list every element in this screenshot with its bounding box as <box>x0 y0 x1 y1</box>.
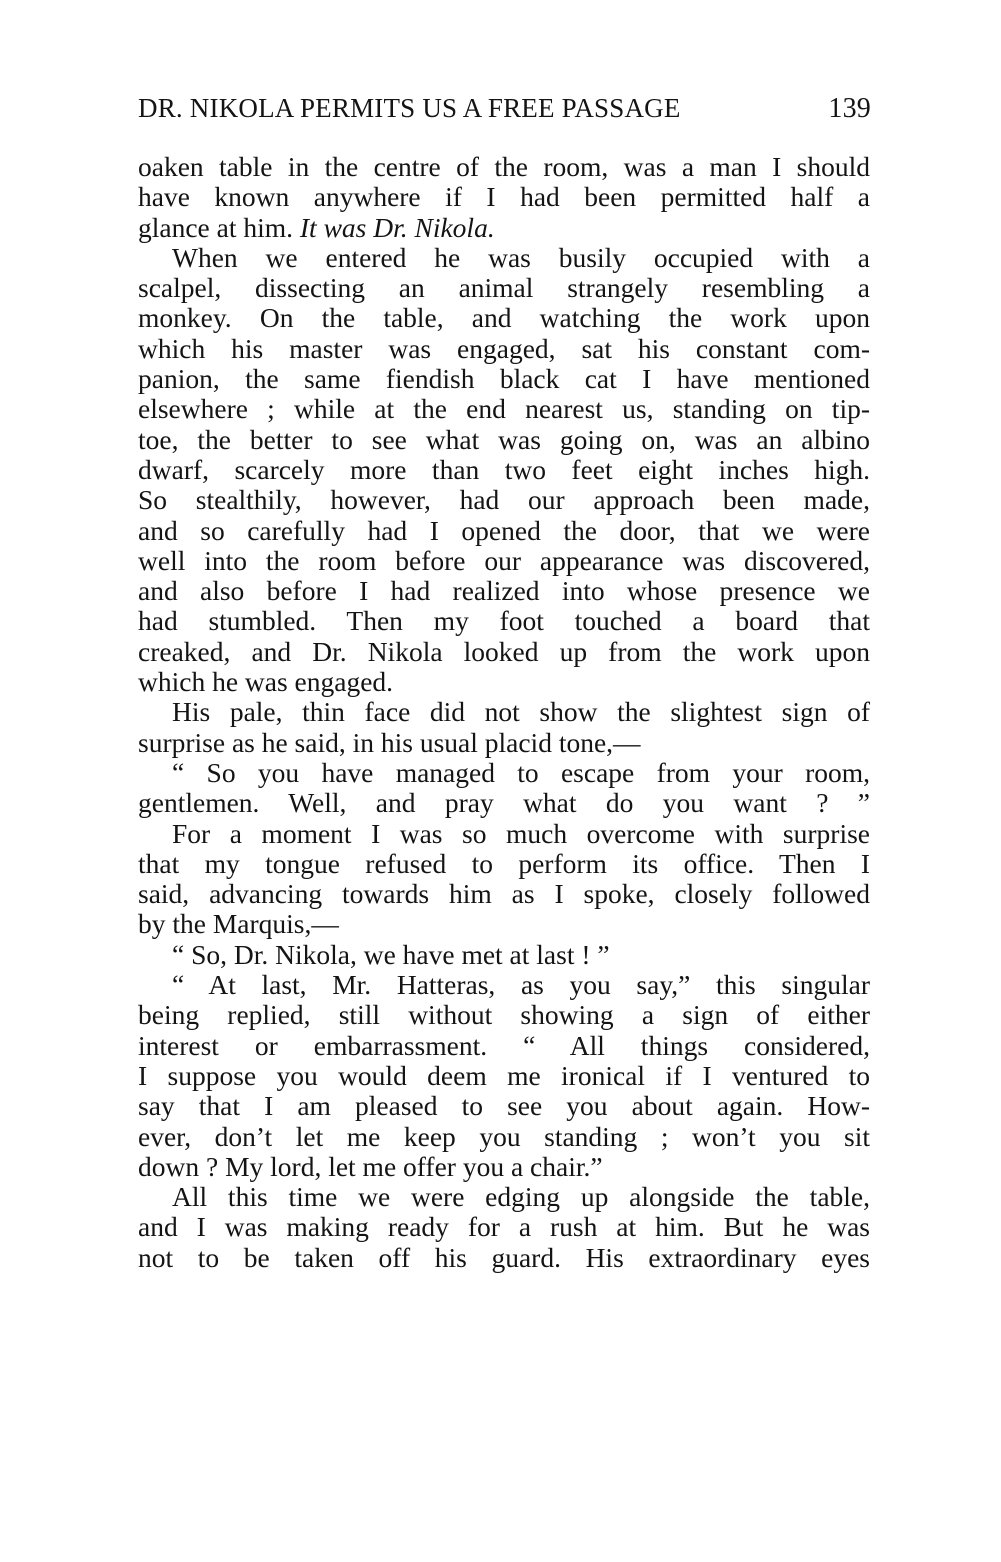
text-line <box>138 1122 870 1152</box>
text-line <box>138 213 870 243</box>
text-line-content: “ So you have managed to escape from your room, <box>172 756 870 788</box>
text-line-content: “ So, Dr. Nikola, we have met at last ! ” <box>172 938 610 970</box>
text-line-content: glance at him. <box>138 211 300 243</box>
text-line-content: had stumbled. Then my foot touched a board that <box>138 605 870 637</box>
text-line-content: elsewhere ; while at the end nearest us, standing on tip- <box>138 393 870 425</box>
text-line <box>138 819 870 849</box>
text-line-content: and I was making ready for a rush at him. But he was <box>138 1211 870 1243</box>
text-line <box>138 576 870 606</box>
text-line-content: that my tongue refused to perform its office. Then I <box>138 847 870 879</box>
emphasis-text: It was Dr. Nikola. <box>299 211 495 243</box>
text-line <box>138 243 870 273</box>
text-line-content: said, advancing towards him as I spoke, closely followed <box>138 878 870 910</box>
text-line-content: interest or embarrassment. “ All things considered, <box>138 1029 870 1061</box>
text-line-content: which his master was engaged, sat his constant com- <box>138 332 870 364</box>
text-line <box>138 667 870 697</box>
text-line <box>138 788 870 818</box>
text-line <box>138 303 870 333</box>
text-line <box>138 849 870 879</box>
text-line <box>138 152 870 182</box>
page-number: 139 <box>828 93 871 124</box>
text-line-content: For a moment I was so much overcome with surprise <box>172 817 870 849</box>
text-line <box>138 364 870 394</box>
text-line <box>138 1182 870 1212</box>
text-line-content: All this time we were edging up alongside the table, <box>172 1181 870 1213</box>
text-line-content: being replied, still without showing a sign of either <box>138 999 870 1031</box>
running-head <box>138 93 871 133</box>
text-line-content: dwarf, scarcely more than two feet eight inches high. <box>138 453 870 485</box>
text-line-content: down ? My lord, let me offer you a chair.” <box>138 1150 603 1182</box>
text-line-content: “ At last, Mr. Hatteras, as you say,” this singular <box>172 969 870 1001</box>
text-line <box>138 728 870 758</box>
text-line <box>138 485 870 515</box>
text-line <box>138 334 870 364</box>
text-line-content: say that I am pleased to see you about again. How- <box>138 1090 870 1122</box>
text-line <box>138 637 870 667</box>
text-line <box>138 394 870 424</box>
text-line <box>138 1031 870 1061</box>
text-line-content: and also before I had realized into whose presence we <box>138 575 870 607</box>
text-line-content: creaked, and Dr. Nikola looked up from the work upon <box>138 635 870 667</box>
body-text <box>138 152 870 1273</box>
text-line <box>138 1243 870 1273</box>
text-line-content: I suppose you would deem me ironical if I ventured to <box>138 1059 870 1091</box>
text-line-content: which he was engaged. <box>138 666 394 698</box>
text-line <box>138 606 870 636</box>
text-line <box>138 1091 870 1121</box>
text-line-content: monkey. On the table, and watching the work upon <box>138 302 870 334</box>
text-line <box>138 455 870 485</box>
text-line <box>138 1212 870 1242</box>
text-line <box>138 273 870 303</box>
text-line-content: ever, don’t let me keep you standing ; won’t you sit <box>138 1120 870 1152</box>
text-line <box>138 516 870 546</box>
chapter-title: DR. NIKOLA PERMITS US A FREE PASSAGE <box>138 93 681 123</box>
text-line-content: gentlemen. Well, and pray what do you want ? ” <box>138 787 870 819</box>
text-line-content: toe, the better to see what was going on, was an albino <box>138 423 870 455</box>
text-line-content: When we entered he was busily occupied with a <box>172 241 870 273</box>
text-line <box>138 970 870 1000</box>
text-line-content: and so carefully had I opened the door, that we were <box>138 514 870 546</box>
text-line <box>138 1000 870 1030</box>
text-line <box>138 879 870 909</box>
text-line-content: scalpel, dissecting an animal strangely resembling a <box>138 272 870 304</box>
text-line-content: oaken table in the centre of the room, was a man I should <box>138 151 870 182</box>
text-line <box>138 909 870 939</box>
text-line <box>138 425 870 455</box>
text-line-content: by the Marquis,— <box>138 908 339 940</box>
text-line-content: not to be taken off his guard. His extraordinary eyes <box>138 1241 870 1273</box>
text-line-content: have known anywhere if I had been permitted half a <box>138 181 870 213</box>
text-line <box>138 940 870 970</box>
text-line-content: panion, the same fiendish black cat I have mentioned <box>138 363 870 395</box>
text-line-content: surprise as he said, in his usual placid tone,— <box>138 726 641 758</box>
text-line <box>138 1061 870 1091</box>
text-line-content: So stealthily, however, had our approach been made, <box>138 484 870 516</box>
text-line <box>138 1152 870 1182</box>
text-line <box>138 546 870 576</box>
text-line <box>138 758 870 788</box>
text-line-content: His pale, thin face did not show the slightest sign of <box>172 696 870 728</box>
text-line-content: well into the room before our appearance was discovered, <box>138 544 870 576</box>
text-line <box>138 697 870 727</box>
text-line <box>138 182 870 212</box>
